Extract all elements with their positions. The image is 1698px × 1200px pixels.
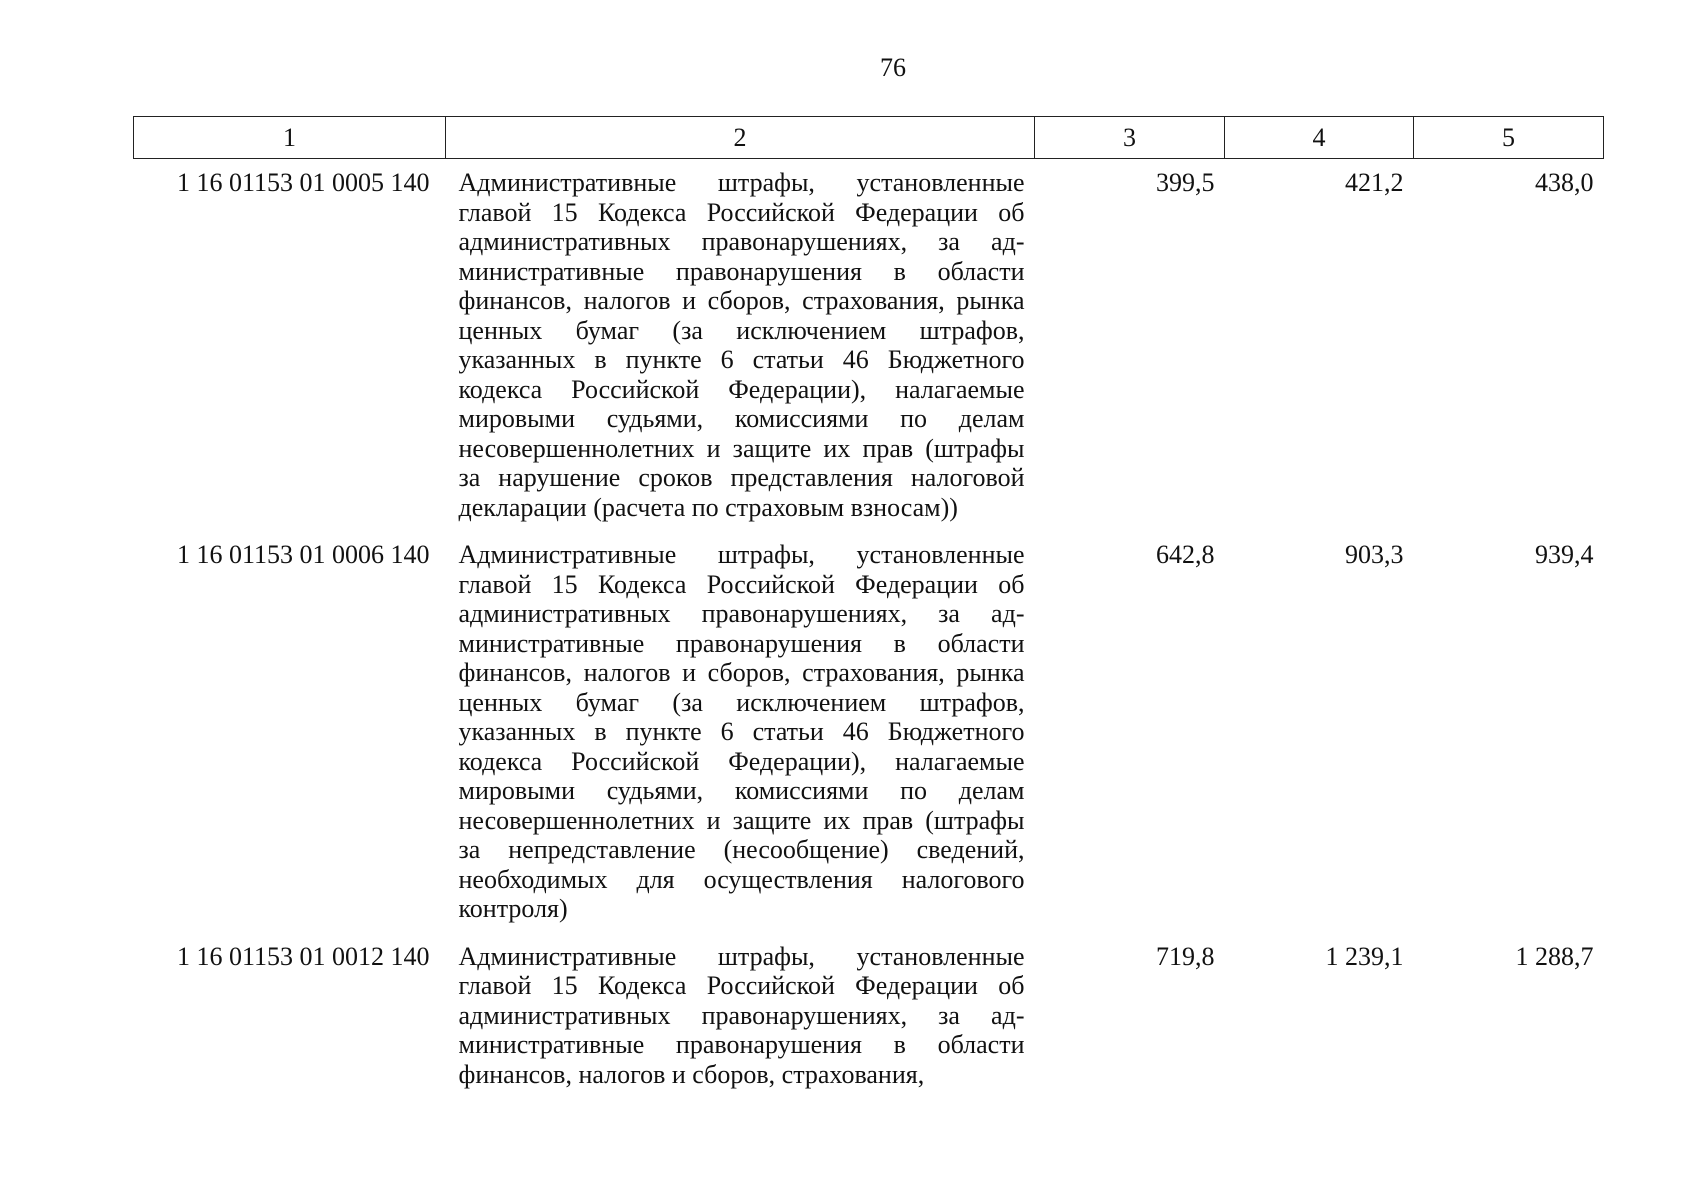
header-col-5: 5: [1414, 117, 1604, 159]
row-col5-value: 1 288,7: [1515, 941, 1594, 971]
row-code: 1 16 01153 01 0005 140: [176, 168, 430, 197]
row-col4-value: 903,3: [1345, 540, 1404, 569]
table-body: [134, 159, 1604, 1090]
table-row: [134, 933, 1604, 1090]
table-header: [134, 117, 1604, 159]
row-description: Административные штрафы, установленные главой 15 Кодекса Российской Федерации об административных правонарушениях, за административные правонарушения в области финансов, налогов и сборов, страхования,: [458, 941, 1025, 1089]
header-row: [134, 117, 1604, 159]
row-col3-value: 642,8: [1156, 540, 1215, 569]
page-number: 76: [880, 53, 906, 82]
row-col4-value: 1 239,1: [1325, 941, 1404, 971]
row-col3-value: 399,5: [1156, 168, 1215, 197]
header-col-3: 3: [1035, 117, 1225, 159]
row-col5-value: 438,0: [1535, 168, 1594, 197]
row-col4-value: 421,2: [1345, 168, 1404, 197]
row-code: 1 16 01153 01 0006 140: [176, 540, 430, 569]
table-row: [134, 159, 1604, 532]
row-col3-value: 719,8: [1156, 941, 1215, 971]
row-description: Административные штрафы, установленные главой 15 Кодекса Российской Федерации об административных правонарушениях, за административные правонарушения в области финансов, налогов и сборов, страхования, рынка ценных бумаг (за исключением штрафов, указанных в пункте 6 статьи 46 Бюджетного кодекса Российской Федерации), налагаемые мировыми судьями, комиссиями по делам несовершеннолетних и защите их прав (штрафы за непредставление (несообщение) сведений, необходимых для осуществления налогового контроля): [458, 540, 1025, 923]
budget-table: [133, 116, 1604, 1089]
header-col-2: 2: [446, 117, 1035, 159]
row-description: Административные штрафы, установленные главой 15 Кодекса Российской Федерации об административных правонарушениях, за административные правонарушения в области финансов, налогов и сборов, страхования, рынка ценных бумаг (за исключением штрафов, указанных в пункте 6 статьи 46 Бюджетного кодекса Российской Федерации), налагаемые мировыми судьями, комиссиями по делам несовершеннолетних и защите их прав (штрафы за нарушение сроков представления налоговой декларации (расчета по страховым взносам)): [458, 168, 1025, 522]
row-code: 1 16 01153 01 0012 140: [176, 941, 430, 971]
header-col-4: 4: [1225, 117, 1414, 159]
header-col-1: 1: [134, 117, 446, 159]
table-row: [134, 531, 1604, 933]
row-col5-value: 939,4: [1535, 540, 1594, 569]
